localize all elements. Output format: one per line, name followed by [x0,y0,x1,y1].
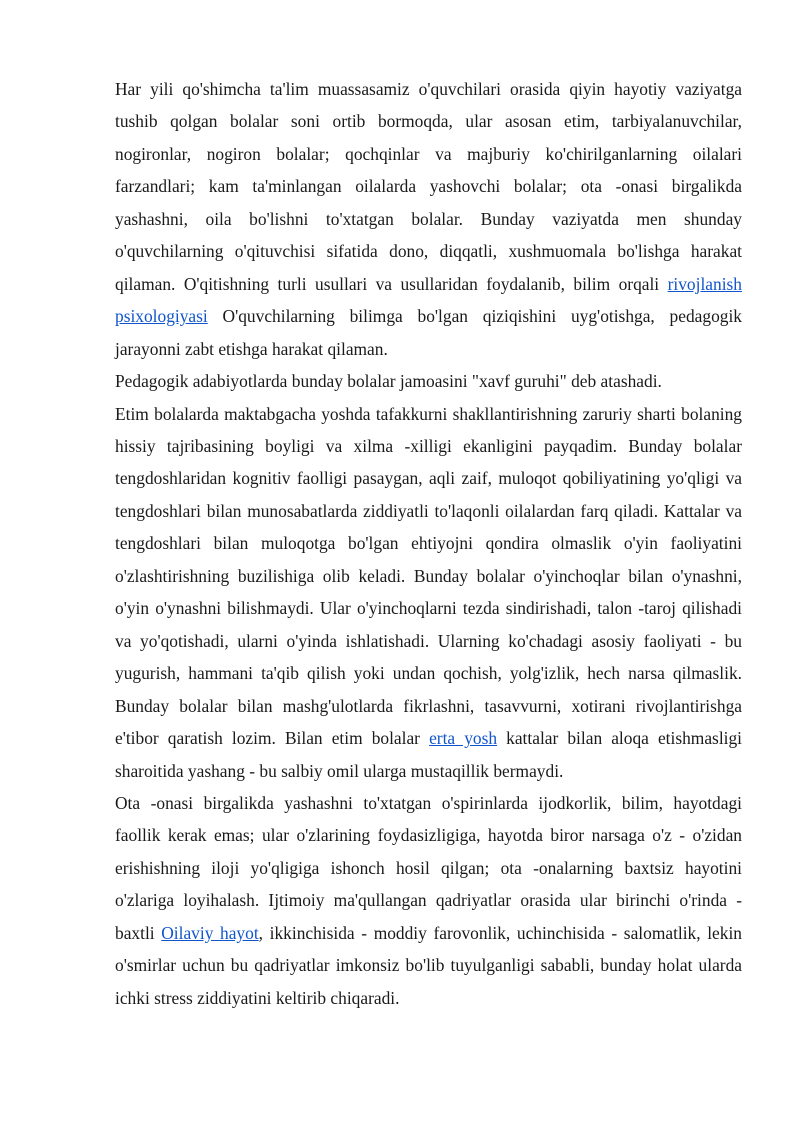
paragraph-2 [115,365,742,397]
link-oilaviy-hayot[interactable]: Oilaviy hayot [161,922,259,943]
paragraph-1 [115,73,742,365]
paragraph-4 [115,787,742,1014]
paragraph-text: Pedagogik adabiyotlarda bunday bolalar jamoasini "xavf guruhi" deb atashadi. [115,371,662,392]
paragraph-text: , ikkinchisida - moddiy farovonlik, uchinchisida - salomatlik, lekin o'smirlar uchun bu qadriyatlar imkonsiz bo'lib tuyulganligi sababli, bunday holat ularda ichki stress ziddiyatini keltirib chiqaradi. [115,922,742,1008]
link-erta-yosh[interactable]: erta yosh [429,728,498,749]
link-rivojlanish-psixologiyasi[interactable]: rivojlanish psixologiyasi [115,273,742,327]
paragraph-text: Har yili qo'shimcha ta'lim muassasamiz o'quvchilari orasida qiyin hayotiy vaziyatga tushib qolgan bolalar soni ortib bormoqda, ular asosan etim, tarbiyalanuvchilar, nogironlar, nogiron bolalar; qochqinlar va majburiy ko'chirilganlarning oilalari farzandlari; kam ta'minlangan oilalarda yashovchi bolalar; ota -onasi birgalikda yashashni, oila bo'lishni to'xtatgan bolalar. Bunday vaziyatda men shunday o'quvchilarning o'qituvchisi sifatida dono, diqqatli, xushmuomala bo'lishga harakat qilaman. O'qitishning turli usullari va usullaridan foydalanib, bilim orqali [115,79,742,294]
paragraph-text: Ota -onasi birgalikda yashashni to'xtatgan o'spirinlarda ijodkorlik, bilim, hayotdagi faollik kerak emas; ular o'zlarining foydasizligiga, hayotda biror narsaga o'z - o'zidan erishishning iloji yo'qligiga ishonch hosil qilgan; ota -onalarning baxtsiz hayotini o'zlariga loyihalash. Ijtimoiy ma'qullangan qadriyatlar orasida ular birinchi o'rinda - baxtli [115,792,742,943]
paragraph-3 [115,398,742,787]
paragraph-text: Etim bolalarda maktabgacha yoshda tafakkurni shakllantirishning zaruriy sharti bolaning hissiy tajribasining boyligi va xilma -xilligi ekanligini payqadim. Bunday bolalar tengdoshlaridan kognitiv faolligi pasaygan, aqli zaif, muloqot qobiliyatining yo'qligi va tengdoshlari bilan munosabatlarda ziddiyatli to'laqonli oilalardan farq qiladi. Kattalar va tengdoshlari bilan muloqotga bo'lgan ehtiyojni qondira olmaslik o'yin faoliyatini o'zlashtirishning buzilishiga olib keladi. Bunday bolalar o'yinchoqlar bilan o'ynashni, o'yin o'ynashni bilishmaydi. Ular o'yinchoqlarni tezda sindirishadi, talon -taroj qilishadi va yo'qotishadi, ularni o'yinda ishlatishadi. Ularning ko'chadagi asosiy faoliyati - bu yugurish, hammani ta'qib qilish yoki undan qochish, yolg'izlik, hech narsa qilmaslik. Bunday bolalar bilan mashg'ulotlarda fikrlashni, tasavvurni, xotirani rivojlantirishga e'tibor qaratish lozim. Bilan etim bolalar [115,403,742,749]
paragraph-text: kattalar bilan aloqa etishmasligi sharoitida yashang - bu salbiy omil ularga mustaqillik bermaydi. [115,728,743,781]
paragraph-text: O'quvchilarning bilimga bo'lgan qiziqishini uyg'otishga, pedagogik jarayonni zabt etishga harakat qilaman. [115,306,742,359]
